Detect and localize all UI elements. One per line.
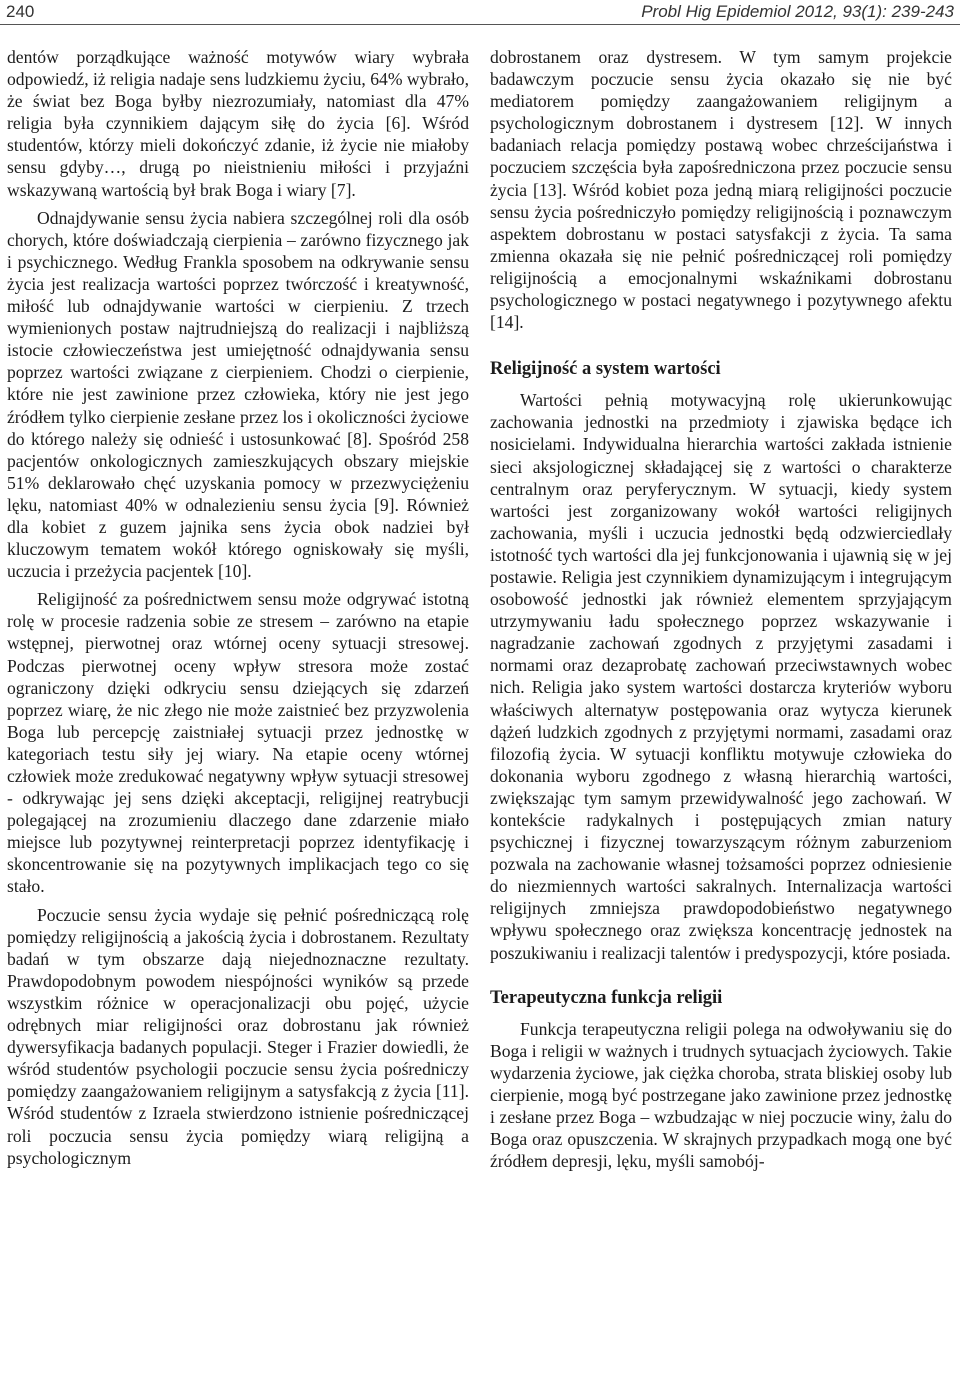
journal-reference: Probl Hig Epidemiol 2012, 93(1): 239-243 bbox=[641, 2, 954, 21]
section-heading: Religijność a system wartości bbox=[490, 359, 721, 380]
left-column bbox=[7, 46, 469, 1169]
running-head bbox=[0, 0, 960, 26]
paragraph: Poczucie sensu życia wydaje się pełnić pośredniczącą rolę pomiędzy religijnością a jakością życia i dobrostanem. Rezultaty badań w tym obszarze dają niejednoznaczne rezultaty. Prawdopodobnym powodem niespójności wyników są przede wszystkim różnice w operacjonalizacji obu pojęć, użycie odrębnych miar religijności oraz dobrostanu jak również dywersyfikacja badanych populacji. Steger i Frazier dowiedli, że wśród studentów psychologii poczucie sensu życia pośredniczy pomiędzy zaangażowaniem religijnym a satysfakcją z życia [11]. Wśród studentów z Izraela stwierdzono istnienie pośredniczącej roli poczucia sensu życia pomiędzy wiarą religijną a psychologicznym bbox=[7, 904, 469, 1168]
paragraph: dentów porządkujące ważność motywów wiary wybrała odpowiedź, iż religia nadaje sens ludzkiemu życiu, 64% wybrało, że świat bez Boga byłby niezrozumiały, natomiast dla 47% religia była czynnikiem dającym siłę do życia [6]. Wśród studentów, którzy mieli dokończyć zdanie, iż życie nie miałoby sensu gdyby…, drugą po nieistnieniu miłości i przyjaźni wskazywaną wartością był brak Boga i wiary [7]. bbox=[7, 47, 469, 200]
right-column bbox=[490, 46, 952, 1172]
page-number: 240 bbox=[6, 2, 35, 21]
paragraph: Odnajdywanie sensu życia nabiera szczególnej roli dla osób chorych, które doświadczają cierpienia – zarówno fizycznego jak i psychicznego. Według Frankla sposobem na odkrywanie sensu życia jest realizacja wartości poprzez twórczość i kreatywność, miłość lub odnajdywanie wartości w cierpieniu. Z trzech wymienionych postaw najtrudniejszą do realizacji i najbliższą istocie człowieczeństwa jest umiejętność odnajdywania sensu poprzez wartości związane z cierpieniem. Chodzi o cierpienie, które nie jest zawinione przez człowieka, który nie jest jego źródłem tylko cierpienie zesłane przez los i okoliczności życiowe do którego należy się odnieść i ustosunkować [8]. Spośród 258 pacjentów onkologicznych zamieszkujących obszary miejskie 51% deklarowało chęć uzyskania pomocy w przezwyciężeniu lęku, natomiast 40% w odnalezieniu sensu życia [9]. Również dla kobiet z guzem jajnika sens życia obok nadziei był kluczowym tematem wokół którego ogniskowały się myśli, uczucia i przeżycia pacjentek [10]. bbox=[7, 207, 469, 582]
paragraph: Funkcja terapeutyczna religii polega na odwoływaniu się do Boga i religii w ważnych i trudnych sytuacjach życiowych. Takie wydarzenia życiowe, jak ciężka choroba, strata bliskiej osoby lub cierpienie, mogą być postrzegane jako zawinione przez jednostkę i zesłane przez Boga – wzbudzając w niej poczucie winy, żalu do Boga oraz opuszczenia. W skrajnych przypadkach mogą one być źródłem depresji, lęku, myśli samobój- bbox=[490, 1018, 952, 1172]
paragraph: Wartości pełnią motywacyjną rolę ukierunkowując zachowania jednostki na przedmioty i zjawiska będące ich nosicielami. Indywidualna hierarchia wartości zakłada istnienie sieci aksjologicznej składającej się z wartości o charakterze centralnym oraz peryferycznym. W sytuacji, kiedy system wartości jest zorganizowany wokół wartości religijnych zachowania, myśli i uczucia jednostki będą odzwierciedlały istotność tych wartości dla jej funkcjonowania i ujawnią się w jej postawie. Religia jest czynnikiem dynamizującym i integrującym osobowość jednostki jak również elementem sprzyjającym utrzymywaniu ładu społecznego poprzez wskazywanie i nagradzanie zachowań zgodnych z przyjętymi zasadami i normami oraz dezaprobatę zachowań przeciwstawnych wobec nich. Religia jako system wartości dostarcza kryteriów wyboru właściwych alternatyw postępowania oraz wytycza kierunek dążeń ludzkich zgodnych z przyjętymi normami, zasadami oraz filozofią życia. W sytuacji konfliktu motywuje człowieka do dokonania wyboru zgodnego z własną hierarchią wartości, zwiększając tym samym przewidywalność jego zachowań. W kontekście radykalnych i postępujących zmian natury psychicznej i fizycznej towarzyszącym różnym zaburzeniom pozwala na zachowanie własnej tożsamości poprzez odniesienie do niezmiennych wartości sakralnych. Internalizacja wartości religijnych zmniejsza prawdopodobieństwo negatywnego wpływu społecznego oraz zwiększa koncentrację jednostek na poszukiwaniu i realizacji talentów i predyspozycji, które posiada. bbox=[490, 390, 952, 963]
paragraph: Religijność za pośrednictwem sensu może odgrywać istotną rolę w procesie radzenia sobie ze stresem – zarówno na etapie wstępnej, pierwotnej oraz wtórnej oceny sytuacji stresowej. Podczas pierwotnej oceny wpływ stresora może zostać ograniczony dzięki odkryciu sensu dziejących się zdarzeń poprzez wiarę, że nic złego nie może zaistnieć bez przyzwolenia Boga lub percepcję zaistniałej sytuacji przez jednostkę w kategoriach testu siły jej wiary. Na etapie oceny wtórnej człowiek może zredukować negatywny wpływ sytuacji stresowej - odkrywając jej sens dzięki akceptacji, religijnej reatrybucji polegającej na zrozumieniu dlaczego dane zdarzenie miało miejsce lub pozytywnej reinterpretacji poprzez identyfikację i skoncentrowanie się na pozytywnych implikacjach tego co się stało. bbox=[7, 589, 469, 897]
header-rule bbox=[0, 24, 960, 25]
paragraph: dobrostanem oraz dystresem. W tym samym projekcie badawczym poczucie sensu życia okazało się nie być mediatorem pomiędzy zaangażowaniem religijnym a psychologicznym dobrostanem i dystresem [12]. W innych badaniach relacja pomiędzy postawą wobec chrześcijaństwa i poczuciem szczęścia była zapośredniczona przez poczucie sensu życia [13]. Wśród kobiet poza jedną miarą religijności poczucie sensu życia pośredniczyło pomiędzy religijnością i poznawczym aspektem dobrostanu w postaci satysfakcji z życia. Ta sama zmienna okazała się nie pełnić pośredniczącej roli pomiędzy religijnością a emocjonalnymi wskaźnikami dobrostanu psychologicznego w postaci negatywnego i pozytywnego afektu [14]. bbox=[490, 47, 952, 333]
section-heading: Terapeutyczna funkcja religii bbox=[490, 987, 723, 1008]
